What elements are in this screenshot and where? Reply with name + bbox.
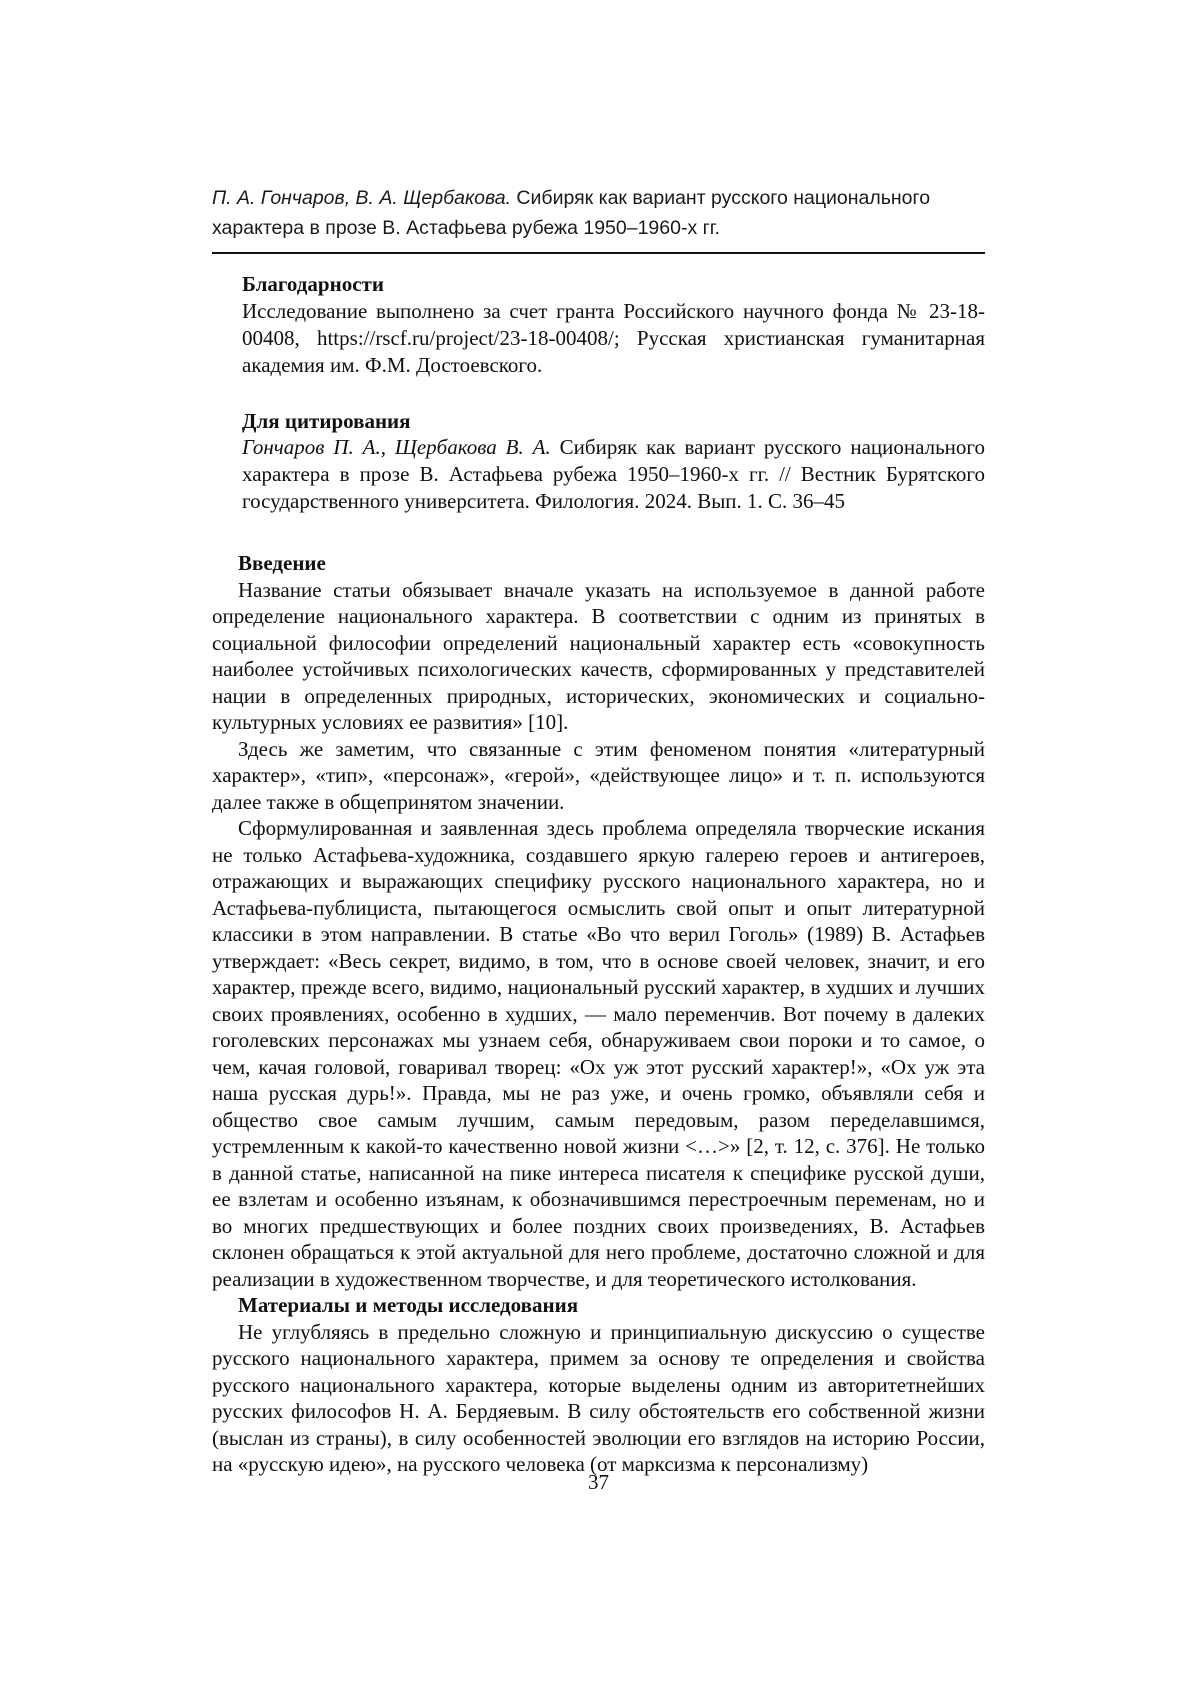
citation-heading: Для цитирования — [242, 408, 411, 433]
acknowledgments-section — [242, 271, 985, 379]
running-header-title: Сибиряк как вариант русского национального характера в прозе В. Астафьева рубежа 1950–1960-х гг. — [212, 187, 931, 239]
methods-heading: Материалы и методы исследования — [238, 1293, 579, 1317]
citation-rest: Сибиряк как вариант русского национального характера в прозе В. Астафьева рубежа 1950–1960-х гг. // Вестник Бурятского государственного университета. Филология. 2024. Вып. 1. С. 36–45 — [242, 435, 985, 513]
header-divider-rule — [212, 252, 985, 254]
methods-section — [212, 1292, 985, 1478]
page-number: 37 — [588, 1470, 609, 1494]
introduction-heading: Введение — [238, 551, 326, 575]
introduction-paragraph: Здесь же заметим, что связанные с этим феноменом понятия «литературный характер», «тип», «персонаж», «герой», «действующее лицо» и т. п. используются далее также в общепринятом значении. — [212, 736, 985, 814]
content-column — [212, 183, 985, 1478]
citation-authors: Гончаров П. А., Щербакова В. А. — [242, 435, 551, 459]
introduction-paragraph: Сформулированная и заявленная здесь проблема определяла творческие искания не только Астафьева-художника, создавшего яркую галерею героев и антигероев, отражающих и выражающих специфику русского национального характера, но и Астафьева-публициста, пытающегося осмыслить свой опыт и опыт литературной классики в этом направлении. В статье «Во что верил Гоголь» (1989) В. Астафьев утверждает: «Весь секрет, видимо, в том, что в основе своей человек, значит, и его характер, прежде всего, видимо, национальный русский характер, в худших и лучших своих проявлениях, особенно в худших, — мало переменчив. Вот почему в далеких гоголевских персонажах мы узнаем себя, обнаруживаем свои пороки и то самое, о чем, качая головой, говаривал творец: «Ох уж этот русский характер!», «Ох уж эта наша русская дурь!». Правда, мы не раз уже, и очень громко, объявляли себя и общество свое самым лучшим, самым передовым, разом переделавшимся, устремленным к какой-то качественно новой жизни <…>» [2, т. 12, с. 376]. Не только в данной статье, написанной на пике интереса писателя к специфике русской души, ее взлетам и особенно изъянам, к обозначившимся перестроечным переменам, но и во многих предшествующих и более поздних своих произведениях, В. Астафьев склонен обращаться к этой актуальной для него проблеме, достаточно сложной и для реализации в художественном творчестве, и для теоретического истолкования. — [212, 816, 985, 1291]
acknowledgments-text: Исследование выполнено за счет гранта Российского научного фонда № 23-18-00408, https://rscf.ru/project/23-18-00408/; Русская христианская гуманитарная академия им. Ф.М. Достоевского. — [242, 298, 985, 377]
methods-paragraph: Не углубляясь в предельно сложную и принципиальную дискуссию о существе русского национального характера, примем за основу те определения и свойства русского национального характера, которые выделены одним из авторитетнейших русских философов Н. А. Бердяевым. В силу обстоятельств его собственной жизни (выслан из страны), в силу особенностей эволюции его взглядов на историю России, на «русскую идею», на русского человека (от марксизма к персонализму) — [212, 1319, 985, 1476]
running-header-authors: П. А. Гончаров, В. А. Щербакова. — [212, 187, 512, 209]
acknowledgments-heading: Благодарности — [242, 272, 384, 296]
citation-text — [242, 434, 985, 515]
running-header — [212, 183, 985, 243]
introduction-section — [212, 550, 985, 1292]
citation-section — [242, 408, 985, 516]
introduction-paragraph: Название статьи обязывает вначале указать на используемое в данной работе определение национального характера. В соответствии с одним из принятых в социальной философии определений национальный характер есть «совокупность наиболее устойчивых психологических качеств, сформированных у представителей нации в определенных природных, исторических, экономических и социально-культурных условиях ее развития» [10]. — [212, 577, 985, 734]
